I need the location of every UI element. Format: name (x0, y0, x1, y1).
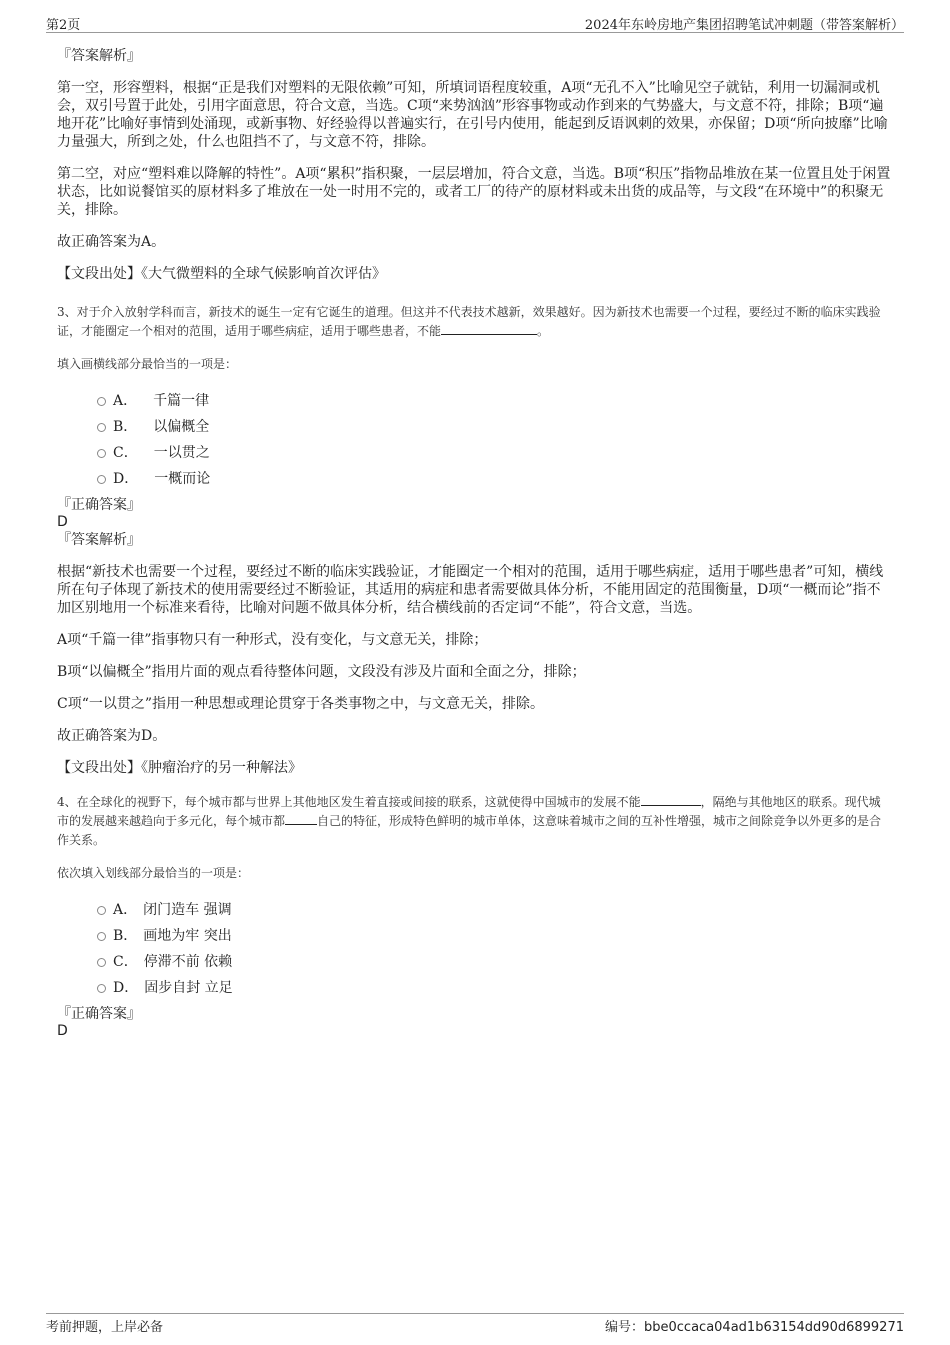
question-prompt: 依次填入划线部分最恰当的一项是： (57, 866, 250, 880)
option-b[interactable]: B． 以偏概全 (97, 414, 892, 440)
option-b[interactable]: B． 画地为牢 突出 (97, 923, 892, 949)
option-d[interactable]: D． 固步自封 立足 (97, 975, 892, 1001)
answer-conclusion: 故正确答案为A。 (57, 234, 166, 250)
correct-answer: D (57, 514, 68, 530)
analysis-paragraph: B项“以偏概全”指用片面的观点看待整体问题，文段没有涉及片面和全面之分，排除； (57, 664, 586, 680)
radio-icon[interactable] (97, 475, 106, 484)
correct-answer: D (57, 1023, 68, 1039)
radio-icon[interactable] (97, 932, 106, 941)
page-content (57, 47, 892, 1040)
option-a[interactable]: A． 闭门造车 强调 (97, 897, 892, 923)
footer-slogan: 考前押题，上岸必备 (46, 1320, 164, 1335)
radio-icon[interactable] (97, 423, 106, 432)
question-prompt: 填入画横线部分最恰当的一项是： (57, 357, 238, 371)
fill-blank (441, 322, 537, 335)
page-footer (46, 1313, 904, 1335)
question-stem: 3、对于介入放射学科而言，新技术的诞生一定有它诞生的道理。但这并不代表技术越新，效果越好。因为新技术也需要一个过程，要经过不断的临床实践验证，才能圈定一个相对的范围，适用于哪些病症，适用于哪些患者，不能 。 (57, 305, 881, 338)
correct-answer-label: 『正确答案』 (57, 1006, 141, 1022)
analysis-label: 『答案解析』 (57, 48, 141, 64)
analysis-paragraph: 第二空，对应“塑料难以降解的特性”。A项“累积”指积聚，一层层增加，符合文意，当选。B项“积压”指物品堆放在某一位置且处于闲置状态，比如说餐馆买的原材料多了堆放在一处一时用不完的，或者工厂的待产的原材料或未出货的成品等，与文段“在环境中”的积聚无关，排除。 (57, 166, 891, 218)
radio-icon[interactable] (97, 984, 106, 993)
option-d[interactable]: D． 一概而论 (97, 466, 892, 492)
analysis-paragraph: C项“一以贯之”指用一种思想或理论贯穿于各类事物之中，与文意无关，排除。 (57, 696, 545, 712)
page-number: 第2页 (46, 18, 81, 33)
option-c[interactable]: C． 一以贯之 (97, 440, 892, 466)
document-title: 2024年东岭房地产集团招聘笔试冲刺题（带答案解析） (584, 18, 904, 33)
radio-icon[interactable] (97, 958, 106, 967)
analysis-label: 『答案解析』 (57, 532, 141, 548)
document-code: 编号：bbe0ccaca04ad1b63154dd90d6899271 (605, 1320, 904, 1335)
options-list (97, 897, 892, 1001)
options-list (97, 388, 892, 492)
radio-icon[interactable] (97, 397, 106, 406)
analysis-paragraph: A项“千篇一律”指事物只有一种形式，没有变化，与文意无关，排除； (57, 632, 488, 648)
radio-icon[interactable] (97, 906, 106, 915)
question-stem: 4、在全球化的视野下，每个城市都与世界上其他地区发生着直接或间接的联系，这就使得中国城市的发展不能 ，隔绝与其他地区的联系。现代城市的发展越来越趋向于多元化，每个城市都 自己的特征，形成特色鲜明的城市单体，这意味着城市之间的互补性增强，城市之间除竞争以外更多的是合作关系。 (57, 795, 882, 847)
analysis-paragraph: 根据“新技术也需要一个过程，要经过不断的临床实践验证，才能圈定一个相对的范围，适用于哪些病症，适用于哪些患者”可知，横线所在句子体现了新技术的使用需要经过不断验证，其适用的病症和患者需要做具体分析，不能用固定的范围衡量，D项“一概而论”指不加区别地用一个标准来看待，比喻对问题不做具体分析，结合横线前的否定词“不能”，符合文意，当选。 (57, 564, 884, 616)
answer-conclusion: 故正确答案为D。 (57, 728, 167, 744)
page-header (46, 12, 904, 33)
source-citation: 【文段出处】《大气微塑料的全球气候影响首次评估》 (57, 266, 386, 282)
analysis-paragraph: 第一空，形容塑料，根据“正是我们对塑料的无限依赖”可知，所填词语程度较重，A项“无孔不入”比喻见空子就钻，利用一切漏洞或机会，双引号置于此处，引用字面意思，符合文意，当选。C项“来势汹汹”形容事物或动作到来的气势盛大，与文意不符，排除；B项“遍地开花”比喻好事情到处涌现，或新事物、好经验得以普遍实行，在引号内使用，能起到反语讽刺的效果，亦保留；D项“所向披靡”比喻力量强大，所到之处，什么也阻挡不了，与文意不符，排除。 (57, 80, 888, 150)
fill-blank (285, 812, 317, 825)
radio-icon[interactable] (97, 449, 106, 458)
option-c[interactable]: C． 停滞不前 依赖 (97, 949, 892, 975)
fill-blank (641, 793, 701, 806)
correct-answer-label: 『正确答案』 (57, 497, 141, 513)
source-citation: 【文段出处】《肿瘤治疗的另一种解法》 (57, 760, 302, 776)
option-a[interactable]: A． 千篇一律 (97, 388, 892, 414)
